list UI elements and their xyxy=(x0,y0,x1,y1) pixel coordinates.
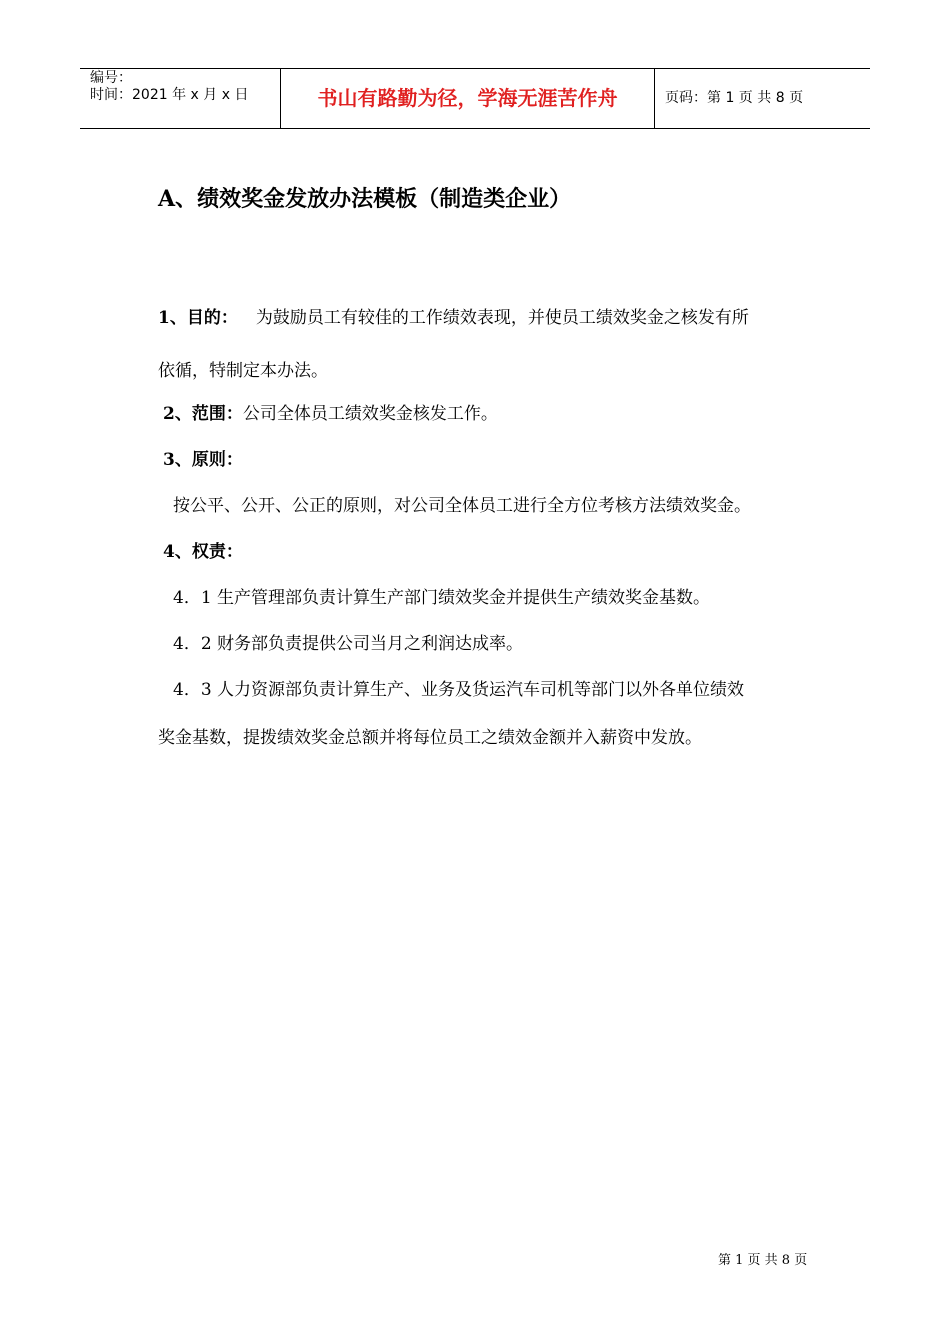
footer-page-label: 第 1 页 共 8 页 xyxy=(718,1253,808,1268)
section-3-text: 按公平、公开、公正的原则，对公司全体员工进行全方位考核方法绩效奖金。 xyxy=(173,496,751,516)
time-label: 时间：2021 年 x 月 x 日 xyxy=(90,87,249,103)
number-label: 编号： xyxy=(90,70,132,86)
document-title: A、绩效奖金发放办法模板（制造类企业） xyxy=(158,186,572,212)
section-4-2: 4．2 财务部负责提供公司当月之利润达成率。 xyxy=(173,634,524,654)
section-3-heading-text: 3、原则： xyxy=(163,450,243,470)
section-2-text: 公司全体员工绩效奖金核发工作。 xyxy=(242,404,498,424)
section-2-line xyxy=(163,399,498,424)
header-motto: 书山有路勤为径，学海无涯苦作舟 xyxy=(281,69,655,128)
section-4-1: 4．1 生产管理部负责计算生产部门绩效奖金并提供生产绩效奖金基数。 xyxy=(173,588,711,608)
section-4-heading xyxy=(163,537,243,562)
section-1-line-1 xyxy=(158,303,749,328)
section-4-3-line-2: 奖金基数，提拨绩效奖金总额并将每位员工之绩效金额并入薪资中发放。 xyxy=(158,728,702,748)
section-4-heading-text: 4、权责： xyxy=(163,542,243,562)
section-3-heading xyxy=(163,445,243,470)
section-1-text-2: 依循，特制定本办法。 xyxy=(158,361,328,381)
document-header xyxy=(80,68,870,129)
header-page-label: 页码：第 1 页 共 8 页 xyxy=(665,90,804,106)
section-1-heading: 1、目的： xyxy=(158,308,238,328)
header-meta xyxy=(80,69,281,128)
section-1-text-1: 为鼓励员工有较佳的工作绩效表现，并使员工绩效奖金之核发有所 xyxy=(255,308,749,328)
section-2-heading: 2、范围： xyxy=(163,404,243,424)
section-4-3-line-1: 4．3 人力资源部负责计算生产、业务及货运汽车司机等部门以外各单位绩效 xyxy=(173,680,745,700)
